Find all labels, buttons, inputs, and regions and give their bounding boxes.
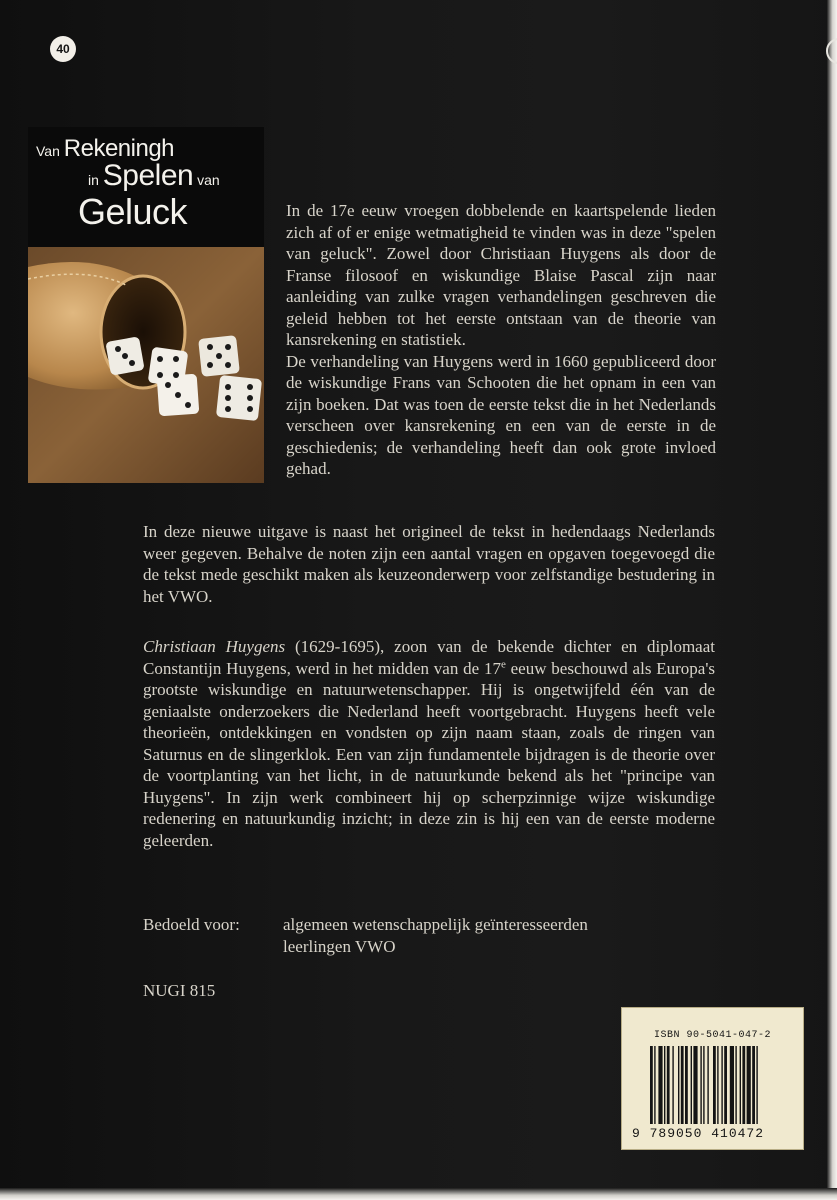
barcode-bar [742,1046,745,1124]
cover-title [28,127,264,237]
page-edge-right [827,0,837,1200]
barcode-bar [717,1046,718,1124]
barcode-bar [707,1046,708,1124]
biography-paragraph: Christiaan Huygens (1629-1695), zoon van de bekende dichter en diplomaat Constantijn Huygens, werd in het midden van de 17e eeuw beschouwd als Europa's grootste wiskundige en natuurwetenschapper. Hij is ongetwijfeld één van de geniaalste onderzoekers die Nederland heeft voortgebracht. Huygens heeft vele theorieën, ontdekkingen en vondsten op zijn naam staan, zoals de ringen van Saturnus en de slingerklok. Een van zijn fundamentele bijdragen is de theorie over de voortplanting van het licht, in de natuurkunde bekend als het "principe van Huygens". In zijn werk combineert hij op scherpzinnige wijze wiskundige redenering en natuurkundig inzicht; in deze zin is hij een van de eerste moderne geleerden. [143,637,715,850]
nugi-code: NUGI 815 [143,981,216,1000]
edition-text [143,521,715,607]
intro-paragraph: In de 17e eeuw vroegen dobbelende en kaartspelende lieden zich af of er enige wetmatigheid te vinden was in deze "spelen van geluck". Zowel door Christiaan Huygens als door de Franse filosoof en wiskundige Blaise Pascal zijn naar aanleiding van zulke vragen verhandelingen geschreven die geleid hebben tot het eerste ontstaan van de theorie van kansrekening en statistiek. [286,201,716,349]
barcode-bar [672,1046,673,1124]
barcode-bar [713,1046,716,1124]
intro-text [286,200,716,480]
audience-value: algemeen wetenschappelijk geïnteresseerden leerlingen VWO [283,915,588,956]
isbn-number: 9 789050 410472 [632,1126,765,1141]
barcode-bar [650,1046,653,1124]
cover-thumbnail [28,127,264,483]
page-edge-bottom [0,1188,837,1200]
barcode-bar [703,1046,704,1124]
audience-label: Bedoeld voor: [143,915,240,934]
series-number-badge: 40 [50,36,76,62]
barcode-bar [685,1046,688,1124]
cover-title-line-3: Geluck [78,191,188,232]
barcode-bar [724,1046,727,1124]
barcode-bar [667,1046,670,1124]
edition-paragraph: In deze nieuwe uitgave is naast het origineel de tekst in hedendaags Nederlands weer gegeven. Behalve de noten zijn een aantal vragen en opgaven toegevoegd die de tekst mede geschikt maken als keuzeonderwerp voor zelfstandige bestudering in het VWO. [143,522,715,606]
barcode-bar [664,1046,665,1124]
cover-title-line-1: Van Rekeningh [36,135,175,162]
biography-text [143,636,715,851]
barcode-bar [752,1046,755,1124]
barcode-bar [681,1046,684,1124]
barcode-bar [730,1046,734,1124]
barcode-bar [747,1046,751,1124]
isbn-label: ISBN 90-5041-047-2 [653,1030,772,1041]
cover-title-line-2: in Spelen van [88,159,220,192]
intro-paragraph: De verhandeling van Huygens werd in 1660 gepubliceerd door de wiskundige Frans van Schooten die het opnam in een van zijn boeken. Dat was toen de eerste tekst die in het Nederlands verscheen over kansrekening en een van de eerste in de geschiedenis; de verhandeling heeft dan ook grote invloed gehad. [286,351,716,478]
barcode-bar [721,1046,722,1124]
author-name: Christiaan Huygens [143,637,286,656]
barcode-bars [650,1046,800,1126]
barcode-bar [756,1046,757,1124]
barcode-bar [678,1046,679,1124]
barcode-bar [658,1046,662,1124]
isbn-barcode [621,1007,804,1150]
barcode-bar [700,1046,701,1124]
barcode-bar [691,1046,692,1124]
barcode-bar [654,1046,655,1124]
barcode-bar [740,1046,741,1124]
barcode-bar [693,1046,697,1124]
barcode-bar [735,1046,736,1124]
